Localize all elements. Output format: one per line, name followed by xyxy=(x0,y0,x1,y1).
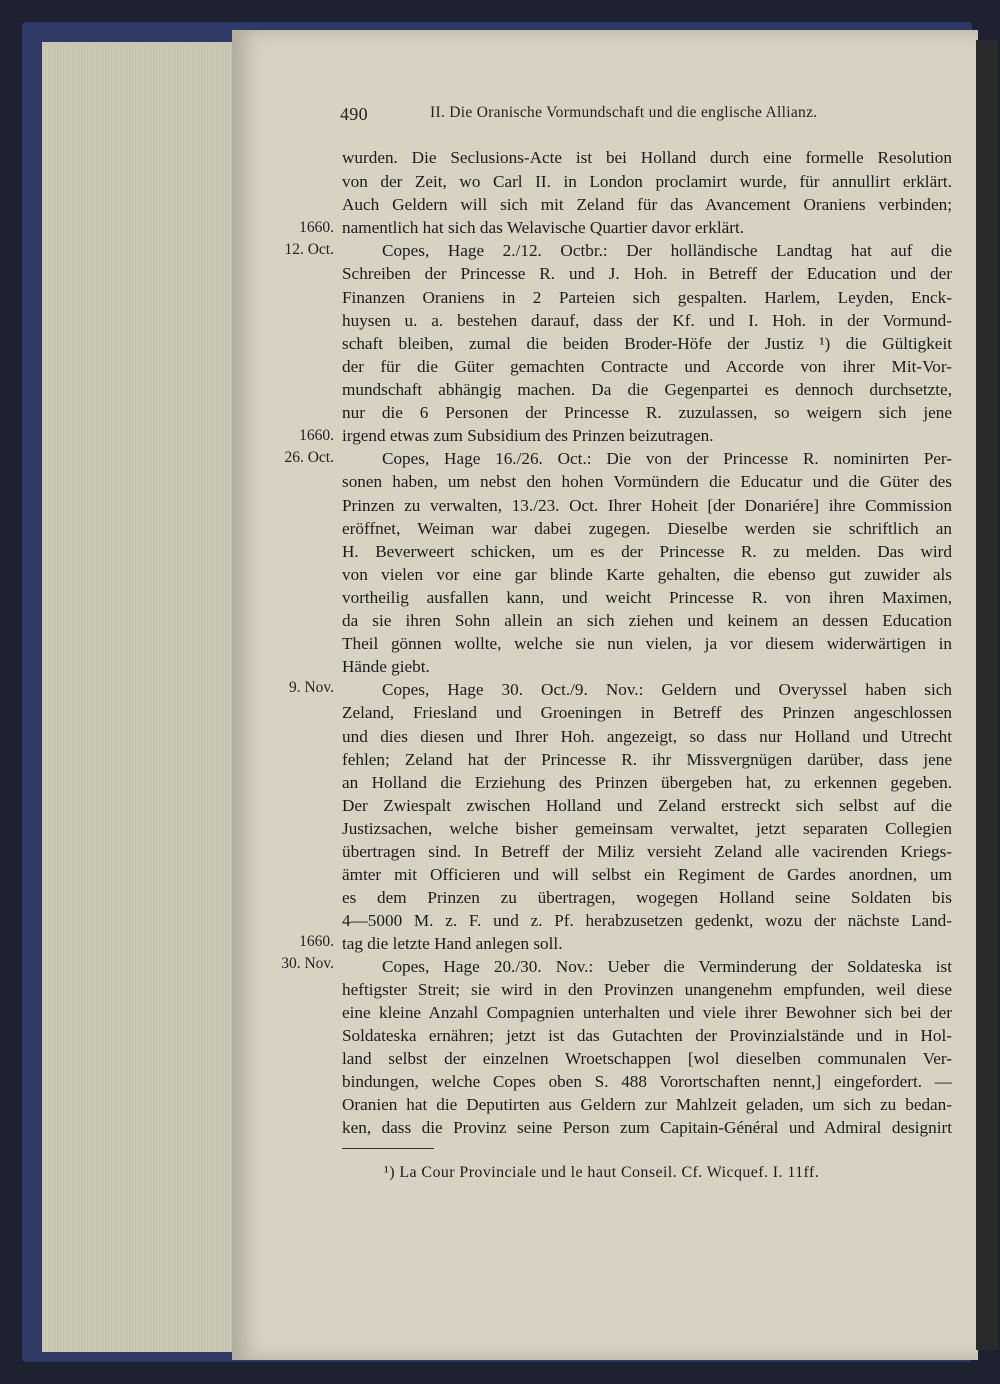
text-line: vortheilig ausfallen kann, und weicht Princesse R. von ihren Maximen, xyxy=(342,588,952,607)
margin-date: 12. Oct. xyxy=(284,241,334,258)
text-line: land selbst der einzelnen Wroetschappen [wol dieselben communalen Ver- xyxy=(342,1049,952,1068)
text-line: namentlich hat sich das Welavische Quartier davor erklärt. xyxy=(342,218,745,237)
text-line: Oranien hat die Deputirten aus Geldern zur Mahlzeit geladen, um sich zu bedan- xyxy=(342,1095,952,1114)
text-line: Zeland, Friesland und Groeningen in Betreff des Prinzen angeschlossen xyxy=(342,703,952,722)
text-line: 4—5000 M. z. F. und z. Pf. herabzusetzen gedenkt, wozu der nächste Land- xyxy=(342,911,952,930)
text-line: Theil gönnen wollte, welche sie nun vielen, ja vor diesem widerwärtigen in xyxy=(342,634,952,653)
text-line: der für die Güter gemachten Contracte und Accorde von ihrer Mit-Vor- xyxy=(342,357,952,376)
text-line: ken, dass die Provinz seine Person zum Capitain-Général und Admiral designirt xyxy=(342,1118,952,1137)
text-line: nur die 6 Personen der Princesse R. zuzulassen, so weigern sich jene xyxy=(342,403,952,422)
text-line: Prinzen zu verwalten, 13./23. Oct. Ihrer Hoheit [der Donariére] ihre Commission xyxy=(342,496,952,515)
text-line: bindungen, welche Copes oben S. 488 Vorortschaften nennt,] eingefordert. — xyxy=(342,1072,952,1091)
text-line: Copes, Hage 16./26. Oct.: Die von der Princesse R. nominirten Per- xyxy=(382,449,952,468)
running-title: II. Die Oranische Vormundschaft und die englische Allianz. xyxy=(430,104,818,121)
margin-date: 26. Oct. xyxy=(284,449,334,466)
page-number: 490 xyxy=(340,104,368,124)
margin-date: 30. Nov. xyxy=(281,955,334,972)
opposite-page-edge xyxy=(976,40,998,1350)
page-edges xyxy=(42,42,238,1352)
text-line: von vielen vor eine gar blinde Karte gehalten, die ebenso gut zuwider als xyxy=(342,565,952,584)
text-line: Schreiben der Princesse R. und J. Hoh. in Betreff der Education und der xyxy=(342,264,952,283)
text-line: irgend etwas zum Subsidium des Prinzen beizutragen. xyxy=(342,426,714,445)
text-line: mundschaft abhängig machen. Da die Gegenpartei es dennoch durchsetzte, xyxy=(342,380,952,399)
text-line: von der Zeit, wo Carl II. in London proclamirt wurde, für annullirt erklärt. xyxy=(342,172,952,191)
text-line: an Holland die Erziehung des Prinzen übergeben hat, zu erkennen gegeben. xyxy=(342,773,952,792)
text-line: Hände giebt. xyxy=(342,657,430,676)
text-line: da sie ihren Sohn allein an sich ziehen und keinem an dessen Education xyxy=(342,611,952,630)
text-line: eröffnet, Weiman war dabei zugegen. Dieselbe werden sie schriftlich an xyxy=(342,519,952,538)
text-line: schaft bleiben, zumal die beiden Broder-Höfe der Justiz ¹) die Gültigkeit xyxy=(342,334,952,353)
text-line: Copes, Hage 20./30. Nov.: Ueber die Verminderung der Soldateska ist xyxy=(382,957,952,976)
text-line: Auch Geldern will sich mit Zeland für das Avancement Oraniens verbinden; xyxy=(342,195,952,214)
text-line: heftigster Streit; sie wird in den Provinzen unangenehm empfunden, weil diese xyxy=(342,980,952,999)
text-line: wurden. Die Seclusions-Acte ist bei Holland durch eine formelle Resolution xyxy=(342,148,952,167)
margin-date: 1660. xyxy=(299,933,334,950)
footnote: ¹) La Cour Provinciale und le haut Conseil. Cf. Wicquef. I. 11ff. xyxy=(384,1164,820,1181)
text-line: eine kleine Anzahl Compagnien unterhalten und viele ihrer Bewohner sich bei der xyxy=(342,1003,952,1022)
footnote-rule xyxy=(342,1148,434,1149)
text-line: und dies diesen und Ihrer Hoh. angezeigt, so dass nur Holland und Utrecht xyxy=(342,727,952,746)
text-line: sonen haben, um nebst den hohen Vormündern die Educatur und die Güter des xyxy=(342,472,952,491)
text-line: huysen u. a. bestehen darauf, dass der Kf. und I. Hoh. in der Vormund- xyxy=(342,311,952,330)
text-line: ämter mit Officieren und will selbst ein Regiment de Gardes anordnen, um xyxy=(342,865,952,884)
text-line: es dem Prinzen zu übertragen, wogegen Holland seine Soldaten bis xyxy=(342,888,952,907)
text-line: Der Zwiespalt zwischen Holland und Zeland erstreckt sich selbst auf die xyxy=(342,796,952,815)
text-line: Soldateska ernähren; jetzt ist das Gutachten der Provinzialstände und in Hol- xyxy=(342,1026,952,1045)
text-line: tag die letzte Hand anlegen soll. xyxy=(342,934,563,953)
margin-date: 1660. xyxy=(299,427,334,444)
margin-date: 1660. xyxy=(299,219,334,236)
text-line: Copes, Hage 30. Oct./9. Nov.: Geldern und Overyssel haben sich xyxy=(382,680,952,699)
margin-date: 9. Nov. xyxy=(288,679,334,696)
text-line: übertragen sind. In Betreff der Miliz versieht Zeland alle vacirenden Kriegs- xyxy=(342,842,952,861)
text-line: Copes, Hage 2./12. Octbr.: Der holländische Landtag hat auf die xyxy=(382,241,952,260)
text-line: Justizsachen, welche bisher gemeinsam verwaltet, jetzt separaten Collegien xyxy=(342,819,952,838)
text-line: Finanzen Oraniens in 2 Parteien sich gespalten. Harlem, Leyden, Enck- xyxy=(342,288,952,307)
text-line: H. Beverweert schicken, um es der Princesse R. zu melden. Das wird xyxy=(342,542,952,561)
text-line: fehlen; Zeland hat der Princesse R. ihr Missvergnügen darüber, dass jene xyxy=(342,750,952,769)
